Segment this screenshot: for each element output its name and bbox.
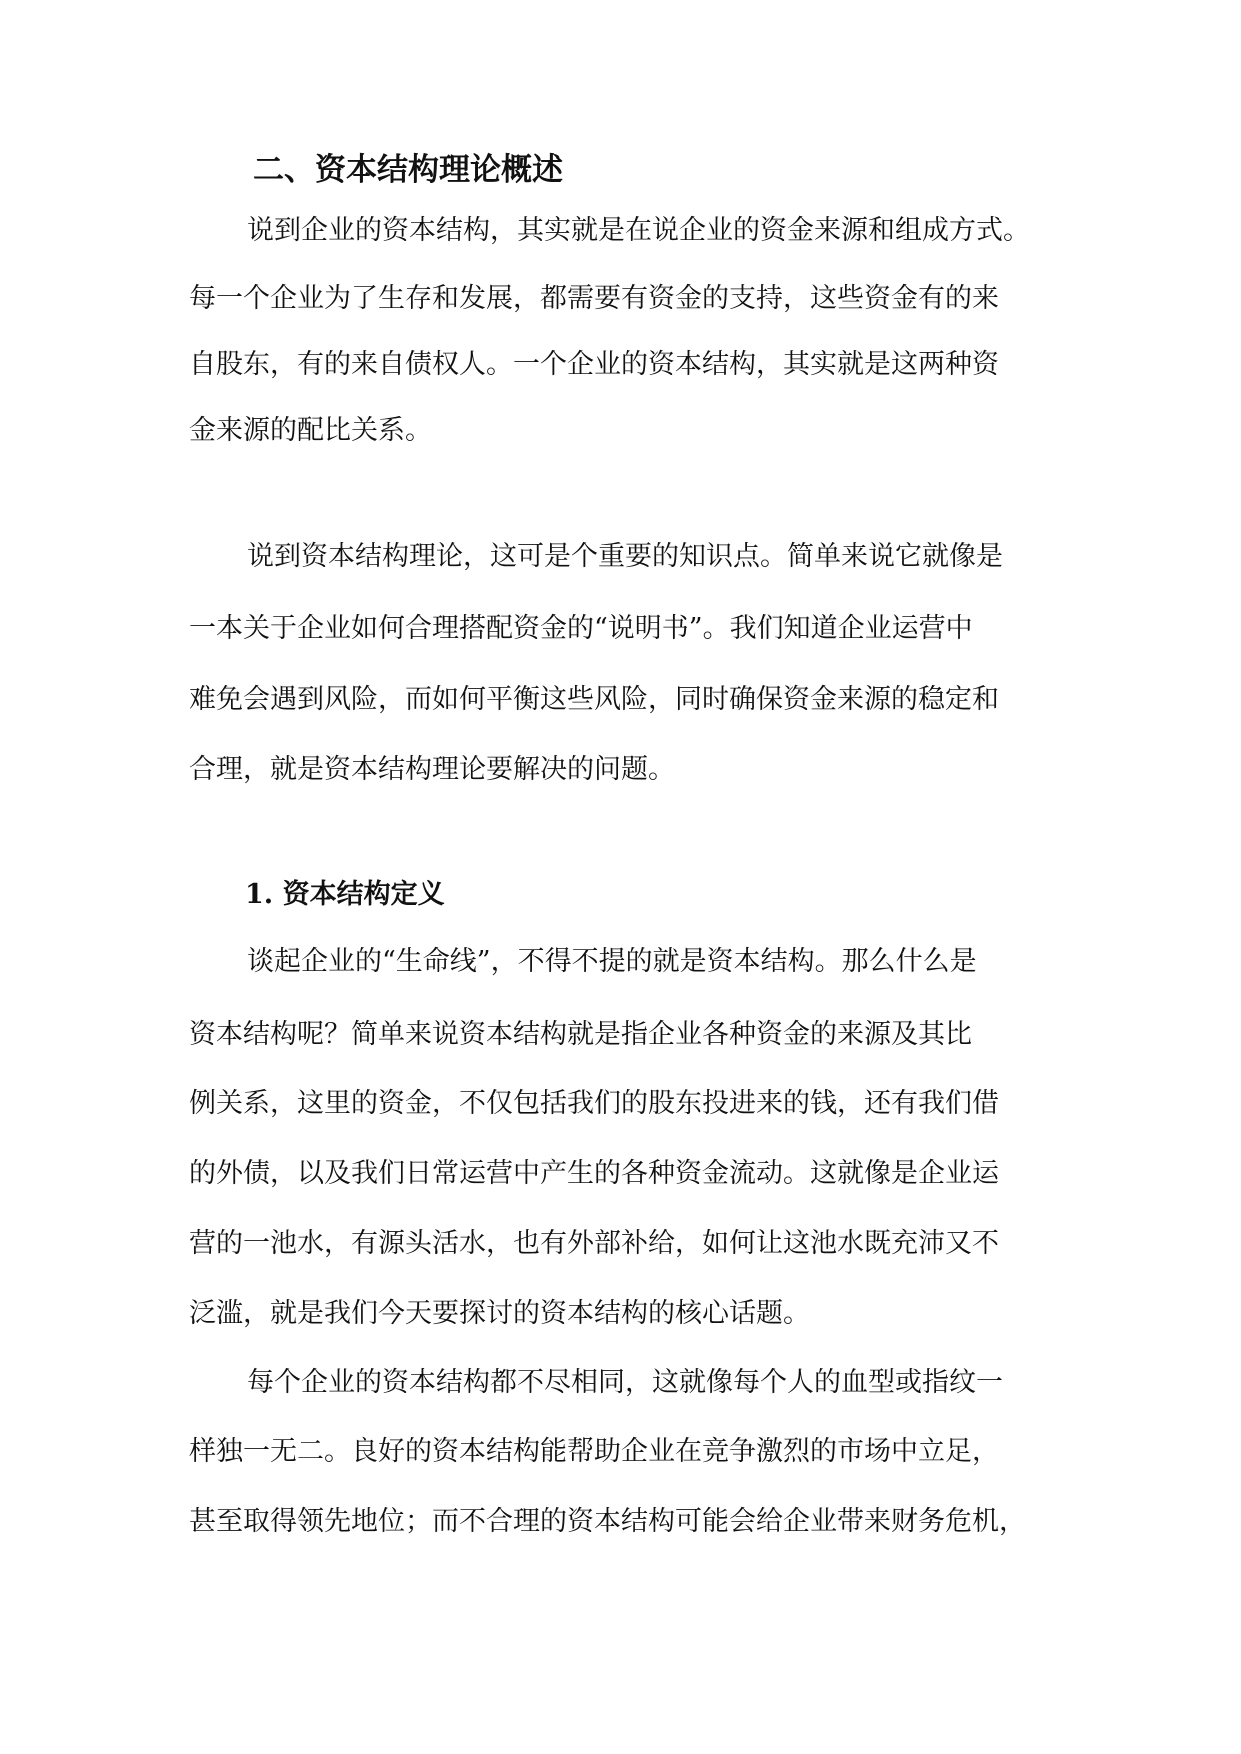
paragraph-3-line-3: 例关系，这里的资金，不仅包括我们的股东投进来的钱，还有我们借: [189, 1088, 999, 1119]
paragraph-1-line-3: 自股东，有的来自债权人。一个企业的资本结构，其实就是这两种资: [189, 349, 999, 380]
paragraph-4-line-2: 样独一无二。良好的资本结构能帮助企业在竞争激烈的市场中立足，: [189, 1436, 999, 1467]
paragraph-3-line-5: 营的一池水，有源头活水，也有外部补给，如何让这池水既充沛又不: [189, 1228, 999, 1259]
paragraph-2-line-4: 合理，就是资本结构理论要解决的问题。: [189, 754, 675, 785]
paragraph-2-line-2: 一本关于企业如何合理搭配资金的“说明书”。我们知道企业运营中: [189, 613, 973, 644]
paragraph-3-line-6: 泛滥，就是我们今天要探讨的资本结构的核心话题。: [189, 1298, 810, 1329]
subsection-title: 1. 资本结构定义: [245, 879, 445, 910]
paragraph-3-line-4: 的外债，以及我们日常运营中产生的各种资金流动。这就像是企业运: [189, 1158, 999, 1189]
paragraph-3-line-2: 资本结构呢？简单来说资本结构就是指企业各种资金的来源及其比: [189, 1019, 972, 1050]
paragraph-3-line-1: 谈起企业的“生命线”，不得不提的就是资本结构。那么什么是: [247, 946, 977, 977]
paragraph-2-line-1: 说到资本结构理论，这可是个重要的知识点。简单来说它就像是: [247, 541, 1003, 572]
paragraph-2-line-3: 难免会遇到风险，而如何平衡这些风险，同时确保资金来源的稳定和: [189, 684, 999, 715]
paragraph-1-line-2: 每一个企业为了生存和发展，都需要有资金的支持，这些资金有的来: [189, 283, 999, 314]
section-title: 二、资本结构理论概述: [253, 152, 563, 188]
paragraph-1-line-1: 说到企业的资本结构，其实就是在说企业的资金来源和组成方式。: [247, 215, 1030, 246]
paragraph-4-line-3: 甚至取得领先地位；而不合理的资本结构可能会给企业带来财务危机，: [189, 1506, 1026, 1537]
paragraph-4-line-1: 每个企业的资本结构都不尽相同，这就像每个人的血型或指纹一: [247, 1367, 1003, 1398]
paragraph-1-line-4: 金来源的配比关系。: [189, 415, 432, 446]
